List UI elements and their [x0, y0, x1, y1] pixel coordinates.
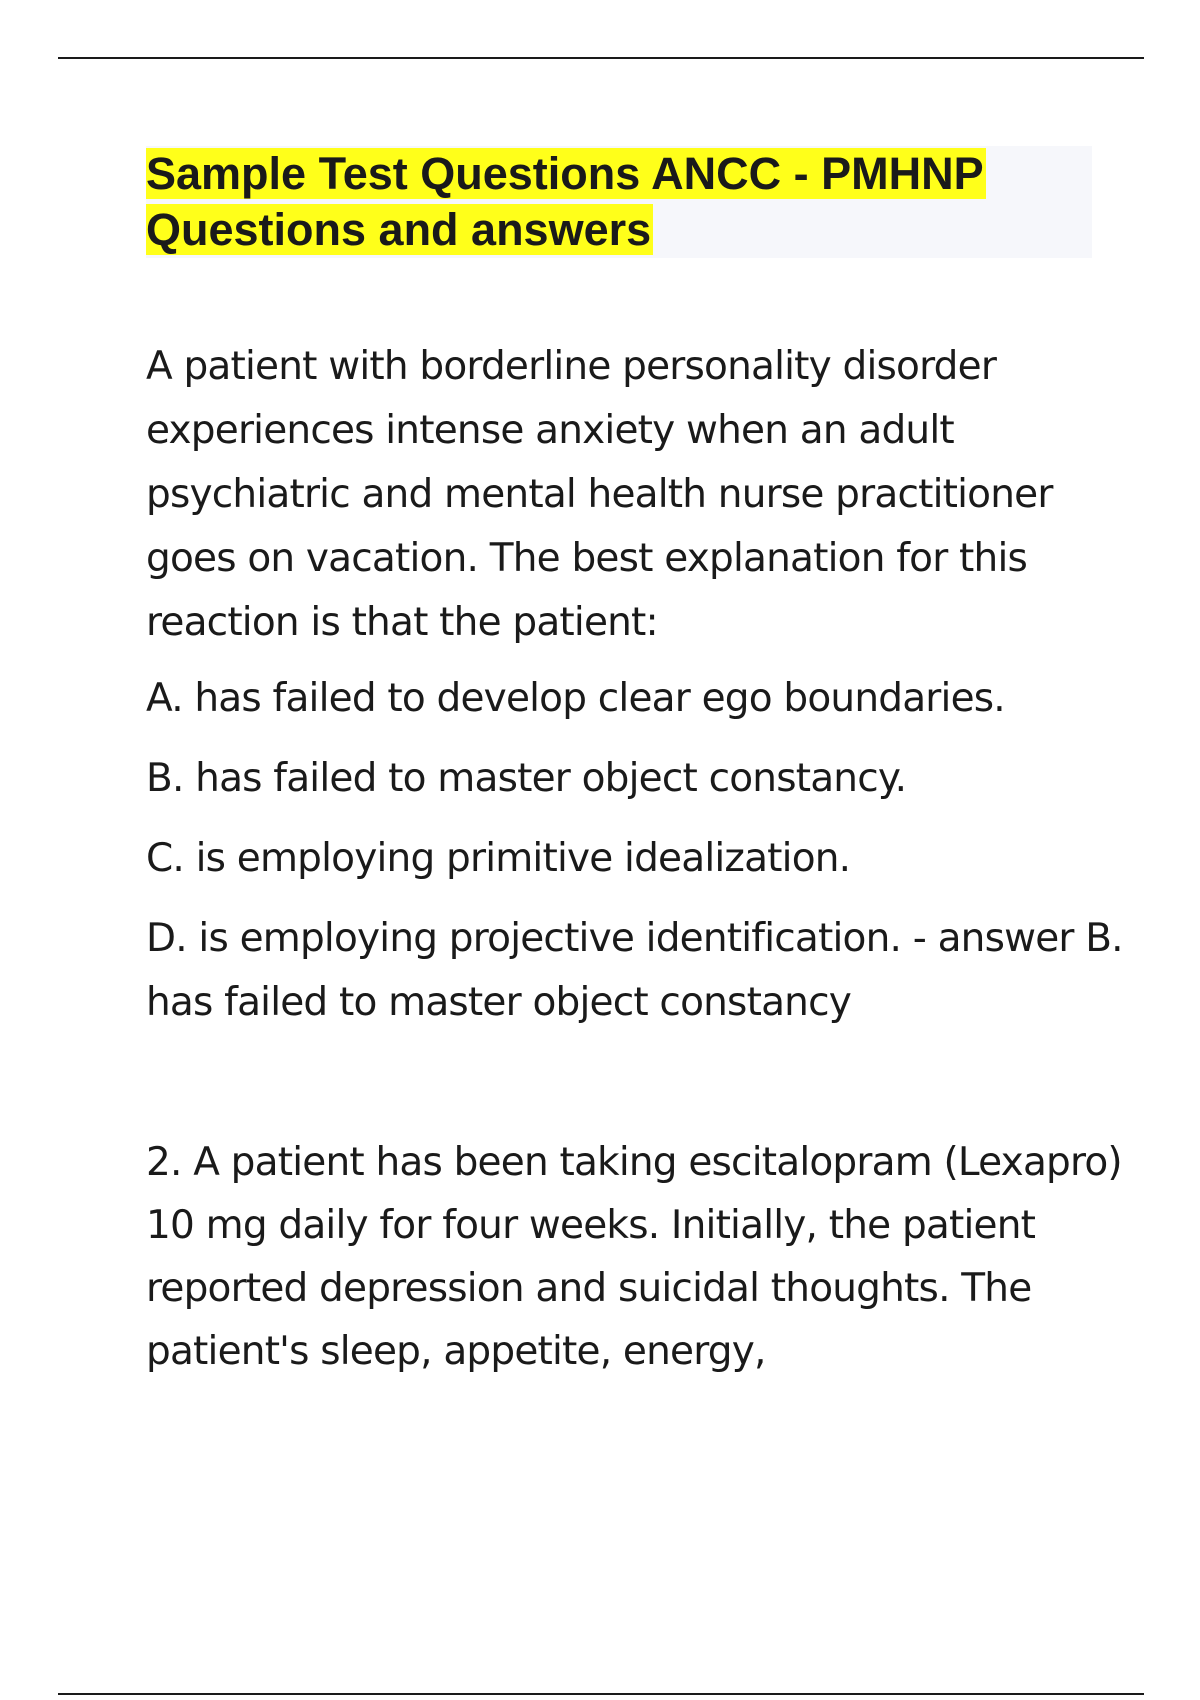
question-1-option-b: B. has failed to master object constancy.: [146, 756, 907, 801]
question-1-stem: A patient with borderline personality disorder experiences intense anxiety when an adult psychiatric and mental health nurse practitioner goes on vacation. The best explanation for this reaction is that the patient:: [146, 344, 1053, 645]
question-2-stem: 2. A patient has been taking escitalopram (Lexapro) 10 mg daily for four weeks. Initially, the patient reported depression and suicidal thoughts. The patient's sleep, appetite, energy,: [146, 1140, 1122, 1374]
title-line-2: Questions and answers: [146, 204, 652, 255]
question-1-option-d-answer: D. is employing projective identification. - answer B. has failed to master object constancy: [146, 916, 1123, 1025]
document-title: [146, 146, 1092, 258]
title-block: [146, 146, 1092, 258]
document-body: [146, 335, 1146, 1383]
bottom-divider: [58, 1693, 1144, 1695]
top-divider: [58, 57, 1144, 59]
title-line-1: Sample Test Questions ANCC - PMHNP: [146, 148, 984, 199]
question-1-option-a: A. has failed to develop clear ego boundaries.: [146, 676, 1005, 721]
question-1-option-c: C. is employing primitive idealization.: [146, 836, 851, 881]
